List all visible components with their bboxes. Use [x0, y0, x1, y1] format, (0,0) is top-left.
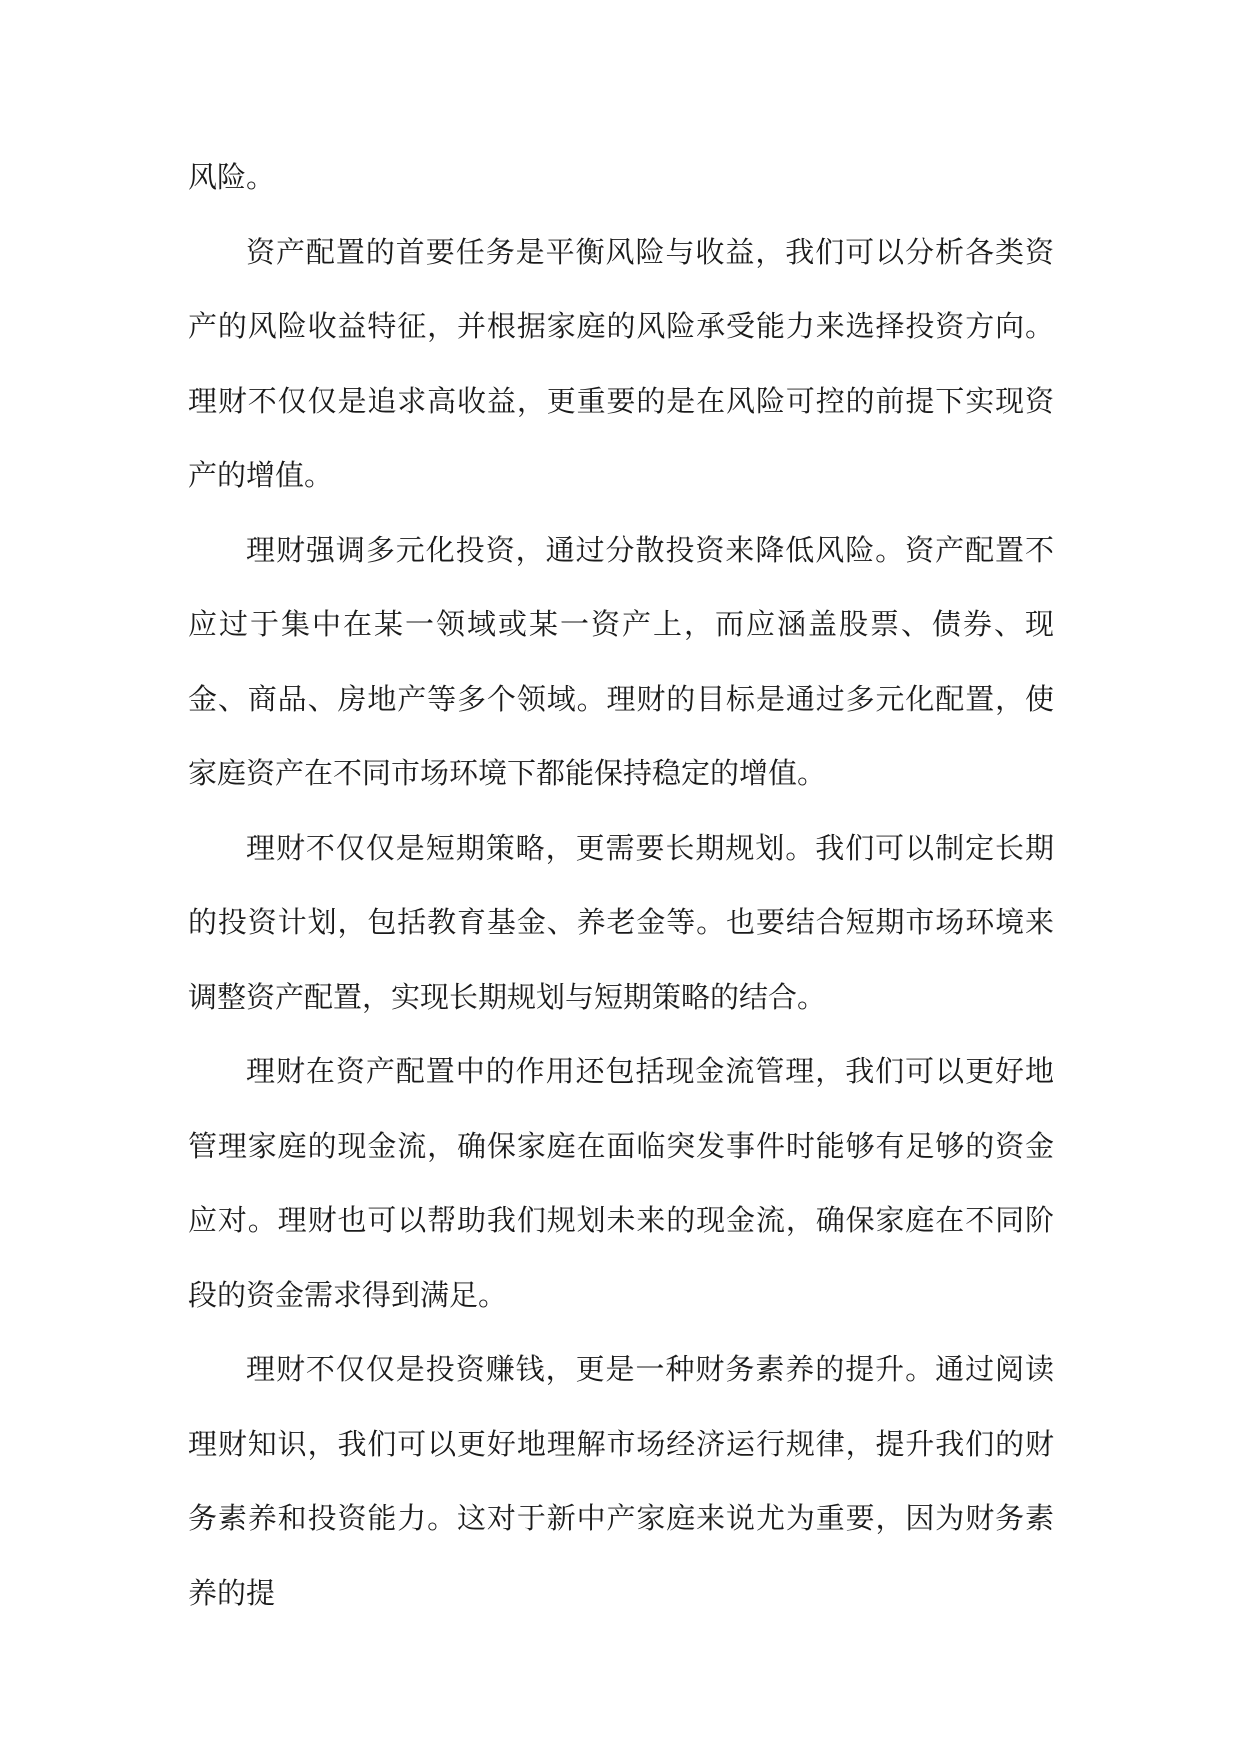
- paragraph-risk-return: 资产配置的首要任务是平衡风险与收益，我们可以分析各类资产的风险收益特征，并根据家庭的风险承受能力来选择投资方向。理财不仅仅是追求高收益，更重要的是在风险可控的前提下实现资产的增值。: [188, 234, 1054, 492]
- paragraph-cash-flow: 理财在资产配置中的作用还包括现金流管理，我们可以更好地管理家庭的现金流，确保家庭在面临突发事件时能够有足够的资金应对。理财也可以帮助我们规划未来的现金流，确保家庭在不同阶段的资金需求得到满足。: [188, 1054, 1054, 1312]
- paragraph-long-term-planning: 理财不仅仅是短期策略，更需要长期规划。我们可以制定长期的投资计划，包括教育基金、养老金等。也要结合短期市场环境来调整资产配置，实现长期规划与短期策略的结合。: [188, 830, 1054, 1014]
- document-body: [188, 140, 1054, 1630]
- paragraph-diversification: 理财强调多元化投资，通过分散投资来降低风险。资产配置不应过于集中在某一领域或某一资产上，而应涵盖股票、债券、现金、商品、房地产等多个领域。理财的目标是通过多元化配置，使家庭资产在不同市场环境下都能保持稳定的增值。: [188, 532, 1054, 790]
- paragraph-continuation: 风险。: [188, 160, 276, 194]
- paragraph-financial-literacy: 理财不仅仅是投资赚钱，更是一种财务素养的提升。通过阅读理财知识，我们可以更好地理解市场经济运行规律，提升我们的财务素养和投资能力。这对于新中产家庭来说尤为重要，因为财务素养的提: [188, 1352, 1054, 1610]
